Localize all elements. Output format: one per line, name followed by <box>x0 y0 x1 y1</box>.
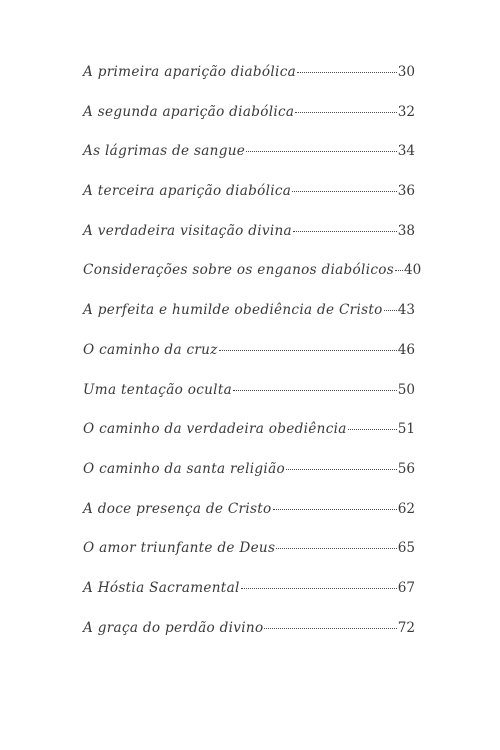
toc-entry <box>83 141 415 181</box>
toc-dot-leader <box>219 350 397 351</box>
toc-entry <box>83 221 415 261</box>
toc-entry <box>83 380 415 420</box>
toc-dot-leader <box>384 310 397 311</box>
toc-entry <box>83 62 415 102</box>
toc-entry <box>83 459 415 499</box>
toc-entry-title: A graça do perdão divino <box>83 619 264 636</box>
toc-entry-page: 43 <box>397 302 415 319</box>
toc-entry-title: A terceira aparição diabólica <box>83 183 292 200</box>
toc-dot-leader <box>246 151 397 152</box>
toc-entry-page: 50 <box>397 381 415 398</box>
toc-dot-leader <box>348 429 397 430</box>
toc-entry-title: Considerações sobre os enganos diabólicos <box>83 262 395 279</box>
toc-entry-page: 30 <box>397 64 415 80</box>
toc-entry-page: 56 <box>397 460 415 477</box>
toc-dot-leader <box>395 270 403 271</box>
toc-entry <box>83 419 415 459</box>
toc-entry <box>83 538 415 578</box>
toc-entry <box>83 578 415 618</box>
toc-entry-title: O caminho da santa religião <box>83 460 285 477</box>
toc-entry-page: 34 <box>397 143 415 160</box>
toc-entry-title: O caminho da cruz <box>83 341 218 358</box>
toc-entry <box>83 618 415 658</box>
toc-entry-page: 62 <box>397 500 415 517</box>
toc-entry <box>83 499 415 539</box>
toc-entry-title: A Hóstia Sacramental <box>83 579 240 596</box>
toc-entry-title: Uma tentação oculta <box>83 381 232 398</box>
toc-dot-leader <box>264 628 396 629</box>
toc-dot-leader <box>293 231 397 232</box>
toc-entry-title: O caminho da verdadeira obediência <box>83 421 347 438</box>
toc-dot-leader <box>233 390 397 391</box>
toc-dot-leader <box>295 112 396 113</box>
toc-dot-leader <box>241 588 397 589</box>
toc-entry-title: A doce presença de Cristo <box>83 500 272 517</box>
toc-entry-page: 67 <box>397 579 415 596</box>
table-of-contents <box>83 62 422 657</box>
toc-entry-page: 36 <box>397 183 415 200</box>
toc-entry-page: 38 <box>397 222 415 239</box>
toc-dot-leader <box>292 191 396 192</box>
toc-entry <box>83 340 415 380</box>
toc-dot-leader <box>276 548 396 549</box>
toc-entry <box>83 260 422 300</box>
toc-entry-title: O amor triunfante de Deus <box>83 540 276 557</box>
toc-dot-leader <box>297 72 397 73</box>
toc-dot-leader <box>286 469 397 470</box>
toc-entry-title: As lágrimas de sangue <box>83 143 246 160</box>
toc-entry-title: A perfeita e humilde obediência de Cristo <box>83 302 383 319</box>
toc-entry <box>83 300 415 340</box>
toc-entry-title: A segunda aparição diabólica <box>83 103 295 120</box>
toc-entry-page: 72 <box>397 619 415 636</box>
toc-dot-leader <box>273 509 397 510</box>
toc-entry-page: 40 <box>404 262 422 279</box>
toc-entry <box>83 102 415 142</box>
toc-entry <box>83 181 415 221</box>
toc-entry-page: 32 <box>397 103 415 120</box>
toc-entry-page: 65 <box>397 540 415 557</box>
toc-entry-title: A verdadeira visitação divina <box>83 222 292 239</box>
toc-entry-title: A primeira aparição diabólica <box>83 64 297 80</box>
toc-entry-page: 46 <box>397 341 415 358</box>
toc-entry-page: 51 <box>397 421 415 438</box>
